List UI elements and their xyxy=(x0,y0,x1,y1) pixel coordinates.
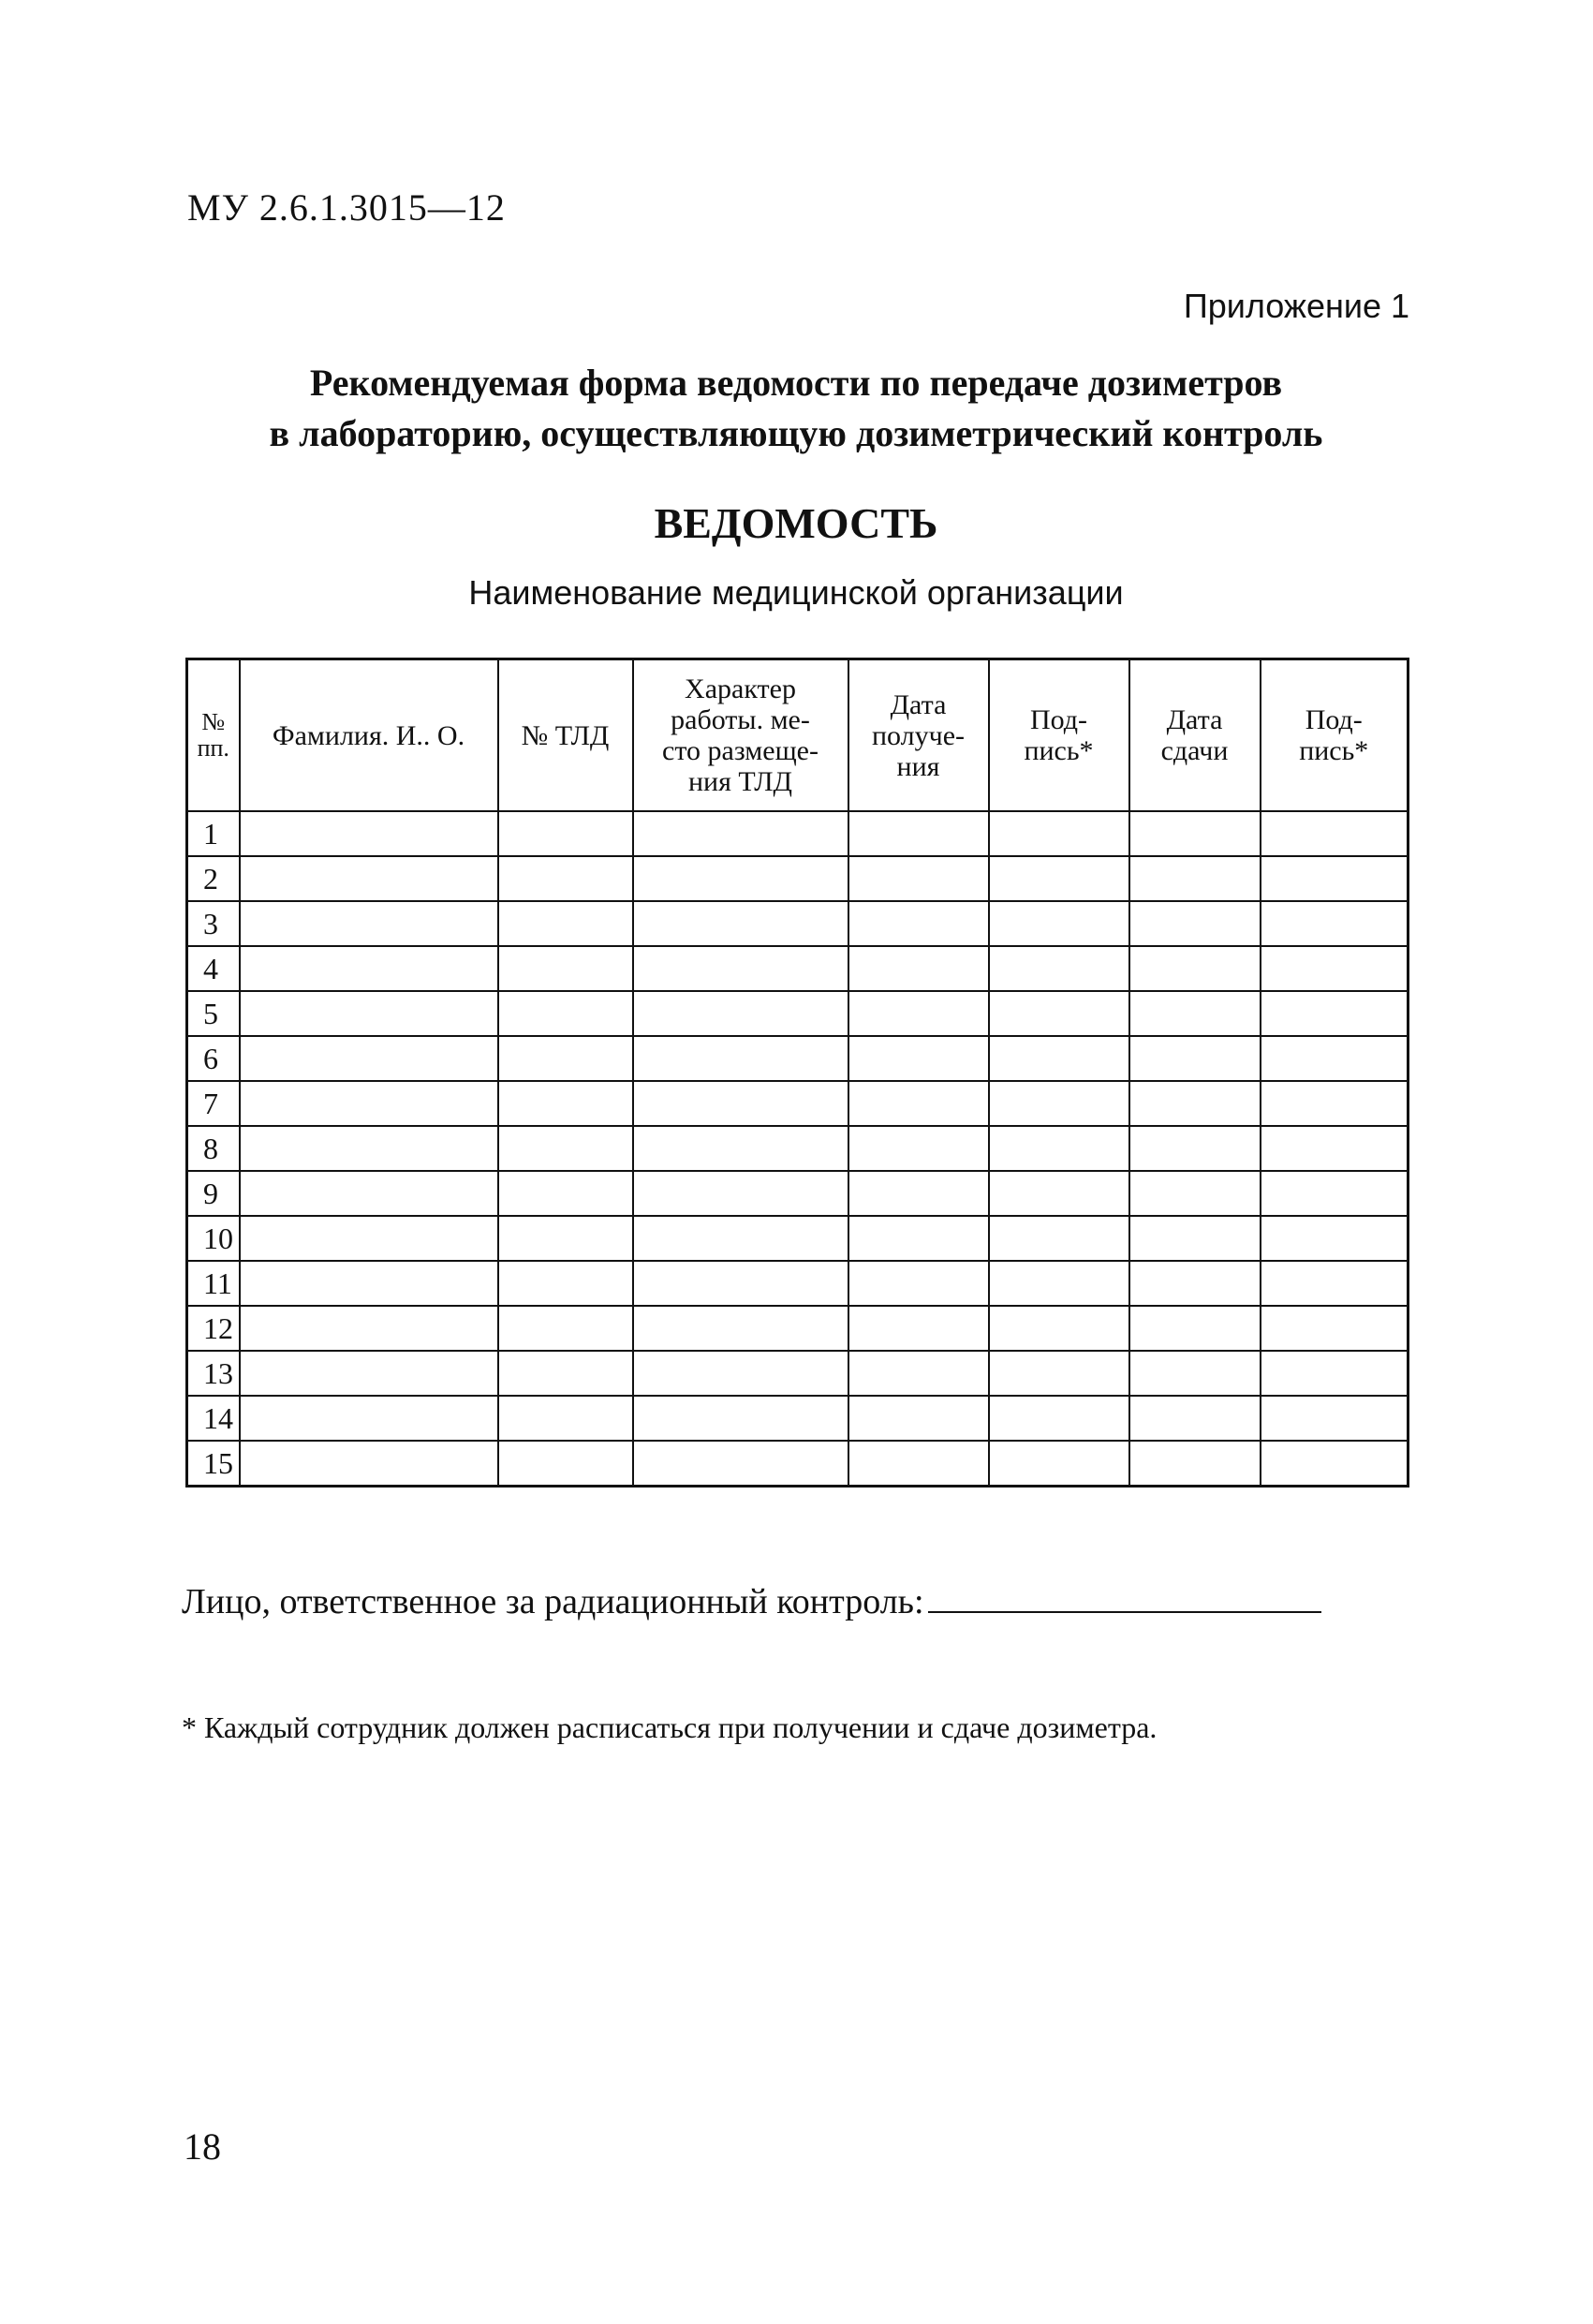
column-header-line: пись* xyxy=(1024,735,1094,766)
empty-cell[interactable] xyxy=(240,1216,498,1261)
row-number: 10 xyxy=(187,1216,240,1261)
column-header-line: сто размеще- xyxy=(662,735,819,766)
empty-cell[interactable] xyxy=(989,1261,1129,1306)
empty-cell[interactable] xyxy=(1129,1171,1261,1216)
empty-cell[interactable] xyxy=(1261,1441,1409,1487)
empty-cell[interactable] xyxy=(240,901,498,946)
empty-cell[interactable] xyxy=(989,1441,1129,1487)
appendix-label: Приложение 1 xyxy=(1183,287,1409,325)
empty-cell[interactable] xyxy=(848,1171,989,1216)
column-header-line: ния xyxy=(896,750,940,782)
empty-cell[interactable] xyxy=(1261,1306,1409,1351)
empty-cell[interactable] xyxy=(240,811,498,856)
empty-cell[interactable] xyxy=(498,1171,633,1216)
empty-cell[interactable] xyxy=(1129,1216,1261,1261)
header-row xyxy=(187,659,1409,812)
empty-cell[interactable] xyxy=(1261,1351,1409,1396)
empty-cell[interactable] xyxy=(989,1216,1129,1261)
empty-cell[interactable] xyxy=(1129,811,1261,856)
table-row xyxy=(187,1081,1409,1126)
column-header-line: Дата xyxy=(1166,704,1223,735)
empty-cell[interactable] xyxy=(240,1261,498,1306)
empty-cell[interactable] xyxy=(1261,1171,1409,1216)
table-row xyxy=(187,1396,1409,1441)
empty-cell[interactable] xyxy=(633,991,848,1036)
table-row xyxy=(187,1351,1409,1396)
empty-cell[interactable] xyxy=(240,1351,498,1396)
row-number: 4 xyxy=(187,946,240,991)
empty-cell[interactable] xyxy=(498,1351,633,1396)
empty-cell[interactable] xyxy=(498,1216,633,1261)
empty-cell[interactable] xyxy=(1261,1396,1409,1441)
column-header-2 xyxy=(240,659,498,812)
column-header-1 xyxy=(187,659,240,812)
row-number: 9 xyxy=(187,1171,240,1216)
empty-cell[interactable] xyxy=(848,1081,989,1126)
column-header-3 xyxy=(498,659,633,812)
empty-cell[interactable] xyxy=(1261,946,1409,991)
empty-cell[interactable] xyxy=(633,946,848,991)
empty-cell[interactable] xyxy=(989,811,1129,856)
empty-cell[interactable] xyxy=(989,1306,1129,1351)
table-row xyxy=(187,1261,1409,1306)
empty-cell[interactable] xyxy=(1129,1306,1261,1351)
responsible-person-label: Лицо, ответственное за радиационный контроль: xyxy=(182,1582,924,1621)
empty-cell[interactable] xyxy=(989,901,1129,946)
empty-cell[interactable] xyxy=(240,1306,498,1351)
empty-cell[interactable] xyxy=(848,1126,989,1171)
empty-cell[interactable] xyxy=(989,946,1129,991)
empty-cell[interactable] xyxy=(1129,1396,1261,1441)
column-header-7 xyxy=(1129,659,1261,812)
row-number: 3 xyxy=(187,901,240,946)
dosimeter-register-table xyxy=(185,658,1409,1488)
empty-cell[interactable] xyxy=(498,1396,633,1441)
empty-cell[interactable] xyxy=(1129,1036,1261,1081)
empty-cell[interactable] xyxy=(1129,1126,1261,1171)
document-heading xyxy=(140,358,1452,459)
empty-cell[interactable] xyxy=(1129,946,1261,991)
empty-cell[interactable] xyxy=(240,856,498,901)
empty-cell[interactable] xyxy=(1261,1036,1409,1081)
table-row xyxy=(187,1036,1409,1081)
column-header-line: Под- xyxy=(1029,704,1088,735)
empty-cell[interactable] xyxy=(989,991,1129,1036)
table-row xyxy=(187,1216,1409,1261)
empty-cell[interactable] xyxy=(848,1261,989,1306)
empty-cell[interactable] xyxy=(498,991,633,1036)
empty-cell[interactable] xyxy=(1261,901,1409,946)
responsible-person xyxy=(182,1581,1321,1622)
column-header-6 xyxy=(989,659,1129,812)
column-header-line: Фамилия. И.. О. xyxy=(272,719,465,751)
row-number: 14 xyxy=(187,1396,240,1441)
empty-cell[interactable] xyxy=(1129,1261,1261,1306)
empty-cell[interactable] xyxy=(1261,991,1409,1036)
column-header-line: Дата xyxy=(890,688,947,720)
column-header-line: работы. ме- xyxy=(671,704,810,735)
empty-cell[interactable] xyxy=(848,946,989,991)
page-number: 18 xyxy=(184,2125,221,2168)
table-row xyxy=(187,991,1409,1036)
empty-cell[interactable] xyxy=(989,1126,1129,1171)
row-number: 6 xyxy=(187,1036,240,1081)
column-header-line: Характер xyxy=(685,674,796,704)
empty-cell[interactable] xyxy=(1261,1261,1409,1306)
empty-cell[interactable] xyxy=(240,991,498,1036)
empty-cell[interactable] xyxy=(498,901,633,946)
row-number: 12 xyxy=(187,1306,240,1351)
empty-cell[interactable] xyxy=(240,1441,498,1487)
column-header-5 xyxy=(848,659,989,812)
empty-cell[interactable] xyxy=(240,1036,498,1081)
empty-cell[interactable] xyxy=(633,856,848,901)
table-row xyxy=(187,1171,1409,1216)
row-number: 1 xyxy=(187,811,240,856)
empty-cell[interactable] xyxy=(498,1306,633,1351)
footnote: * Каждый сотрудник должен расписаться при получении и сдаче дозиметра. xyxy=(182,1710,1158,1744)
empty-cell[interactable] xyxy=(848,991,989,1036)
empty-cell[interactable] xyxy=(989,1351,1129,1396)
column-header-line: № xyxy=(201,708,226,735)
organization-label: Наименование медицинской организации xyxy=(468,573,1124,612)
empty-cell[interactable] xyxy=(989,1081,1129,1126)
row-number: 5 xyxy=(187,991,240,1036)
empty-cell[interactable] xyxy=(240,1171,498,1216)
empty-cell[interactable] xyxy=(498,1126,633,1171)
empty-cell[interactable] xyxy=(633,1216,848,1261)
table-row xyxy=(187,946,1409,991)
empty-cell[interactable] xyxy=(848,1216,989,1261)
row-number: 2 xyxy=(187,856,240,901)
row-number: 15 xyxy=(187,1441,240,1487)
empty-cell[interactable] xyxy=(633,811,848,856)
column-header-line: Под- xyxy=(1305,704,1363,735)
table-row xyxy=(187,1306,1409,1351)
empty-cell[interactable] xyxy=(1261,856,1409,901)
empty-cell[interactable] xyxy=(498,1036,633,1081)
empty-cell[interactable] xyxy=(633,1261,848,1306)
empty-cell[interactable] xyxy=(240,1396,498,1441)
empty-cell[interactable] xyxy=(1129,856,1261,901)
column-header-line: № ТЛД xyxy=(521,719,610,751)
empty-cell[interactable] xyxy=(240,946,498,991)
empty-cell[interactable] xyxy=(498,856,633,901)
table-row xyxy=(187,901,1409,946)
empty-cell[interactable] xyxy=(1129,901,1261,946)
empty-cell[interactable] xyxy=(498,811,633,856)
empty-cell[interactable] xyxy=(848,1441,989,1487)
table-row xyxy=(187,856,1409,901)
empty-cell[interactable] xyxy=(1261,1081,1409,1126)
empty-cell[interactable] xyxy=(1261,811,1409,856)
empty-cell[interactable] xyxy=(498,946,633,991)
column-header-line: ния ТЛД xyxy=(687,766,793,797)
empty-cell[interactable] xyxy=(633,901,848,946)
empty-cell[interactable] xyxy=(498,1261,633,1306)
empty-cell[interactable] xyxy=(848,856,989,901)
empty-cell[interactable] xyxy=(633,1396,848,1441)
empty-cell[interactable] xyxy=(848,901,989,946)
signature-line xyxy=(928,1583,1321,1613)
empty-cell[interactable] xyxy=(848,811,989,856)
empty-cell[interactable] xyxy=(848,1036,989,1081)
row-number: 8 xyxy=(187,1126,240,1171)
empty-cell[interactable] xyxy=(1129,1351,1261,1396)
form-title: ВЕДОМОСТЬ xyxy=(654,499,938,547)
empty-cell[interactable] xyxy=(848,1351,989,1396)
empty-cell[interactable] xyxy=(498,1081,633,1126)
empty-cell[interactable] xyxy=(1261,1216,1409,1261)
empty-cell[interactable] xyxy=(240,1126,498,1171)
empty-cell[interactable] xyxy=(633,1036,848,1081)
empty-cell[interactable] xyxy=(633,1126,848,1171)
empty-cell[interactable] xyxy=(1129,1081,1261,1126)
empty-cell[interactable] xyxy=(633,1306,848,1351)
empty-cell[interactable] xyxy=(848,1306,989,1351)
empty-cell[interactable] xyxy=(989,856,1129,901)
row-number: 7 xyxy=(187,1081,240,1126)
column-header-4 xyxy=(633,659,848,812)
empty-cell[interactable] xyxy=(989,1396,1129,1441)
empty-cell[interactable] xyxy=(1129,1441,1261,1487)
heading-line-1: Рекомендуемая форма ведомости по передаче дозиметров xyxy=(309,362,1283,404)
empty-cell[interactable] xyxy=(633,1351,848,1396)
empty-cell[interactable] xyxy=(848,1396,989,1441)
column-header-8 xyxy=(1261,659,1409,812)
empty-cell[interactable] xyxy=(1129,991,1261,1036)
empty-cell[interactable] xyxy=(498,1441,633,1487)
table-body xyxy=(187,811,1409,1487)
table-row xyxy=(187,1441,1409,1487)
table-header xyxy=(187,659,1409,812)
empty-cell[interactable] xyxy=(989,1036,1129,1081)
empty-cell[interactable] xyxy=(633,1171,848,1216)
heading-line-2: в лабораторию, осуществляющую дозиметрический контроль xyxy=(269,412,1323,454)
empty-cell[interactable] xyxy=(633,1081,848,1126)
empty-cell[interactable] xyxy=(633,1441,848,1487)
empty-cell[interactable] xyxy=(989,1171,1129,1216)
column-header-line: пп. xyxy=(197,734,229,762)
table-row xyxy=(187,811,1409,856)
empty-cell[interactable] xyxy=(240,1081,498,1126)
row-number: 13 xyxy=(187,1351,240,1396)
table-row xyxy=(187,1126,1409,1171)
row-number: 11 xyxy=(187,1261,240,1306)
column-header-line: получе- xyxy=(871,719,966,751)
empty-cell[interactable] xyxy=(1261,1126,1409,1171)
column-header-line: пись* xyxy=(1299,735,1369,766)
document-code: МУ 2.6.1.3015—12 xyxy=(187,186,506,229)
column-header-line: сдачи xyxy=(1160,735,1229,766)
